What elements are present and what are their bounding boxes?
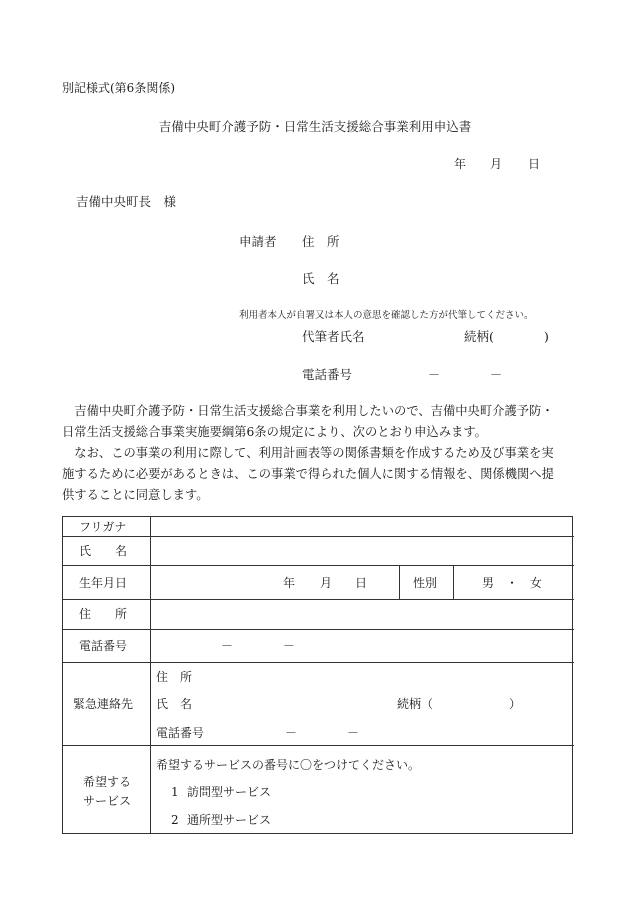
- birth-month: 月: [320, 576, 333, 590]
- body-line: 供することに同意します。: [62, 488, 209, 502]
- service-option-day-care: 通所型サービス: [187, 813, 272, 827]
- service-option-home-visit: 訪問型サービス: [187, 785, 272, 799]
- document-title: 吉備中央町介護予防・日常生活支援総合事業利用申込書: [158, 119, 472, 134]
- service-label: 希望する: [83, 775, 132, 789]
- date-day: 日: [528, 157, 541, 171]
- emergency-address-label: 住 所: [156, 670, 193, 684]
- birthdate-label: 生年月日: [79, 576, 128, 590]
- applicant-name-label: 氏 名: [302, 271, 340, 286]
- emergency-phone-label: 電話番号: [156, 726, 205, 740]
- relation-label: 続柄(: [464, 329, 494, 344]
- service-instruction: 希望するサービスの番号に〇をつけてください。: [156, 758, 421, 772]
- address-label: 住 所: [79, 607, 128, 621]
- emergency-phone-dash: －: [285, 726, 298, 740]
- applicant-phone-label: 電話番号: [302, 367, 353, 382]
- emergency-contact-label: 緊急連絡先: [73, 697, 134, 711]
- row-divider: [63, 599, 574, 600]
- emergency-relation-close: ）: [509, 697, 522, 711]
- column-divider: [453, 565, 454, 599]
- body-line: 日常生活支援総合事業実施要綱第6条の規定により、次のとおり申込みます。: [62, 425, 487, 439]
- form-label: 別記様式(第6条関係): [62, 81, 175, 95]
- proxy-name-label: 代筆者氏名: [302, 329, 365, 344]
- row-divider: [63, 565, 574, 566]
- row-divider: [63, 536, 574, 537]
- service-option-number: 1: [171, 785, 179, 799]
- service-label: サービス: [83, 794, 132, 808]
- emergency-name-label: 氏 名: [156, 697, 193, 711]
- row-divider: [63, 662, 574, 663]
- row-divider: [63, 629, 574, 630]
- name-label: 氏 名: [79, 544, 128, 558]
- date-month: 月: [490, 157, 503, 171]
- service-option-number: 2: [171, 813, 179, 827]
- row-divider: [63, 745, 574, 746]
- phone-dash: －: [283, 639, 296, 653]
- body-line: 施するために必要があるときは、この事業で得られた個人に関する情報を、関係機関へ提: [62, 467, 554, 481]
- phone-dash: －: [221, 639, 234, 653]
- column-divider: [150, 517, 151, 833]
- gender-options: 男 ・ 女: [482, 576, 543, 590]
- addressee: 吉備中央町長 様: [76, 194, 177, 209]
- emergency-relation-label: 続柄（: [397, 697, 434, 711]
- application-table: [62, 516, 573, 834]
- applicant-label: 申請者: [239, 234, 277, 249]
- phone-dash: －: [428, 368, 441, 382]
- signature-note: 利用者本人が自署又は本人の意思を確認した方が代筆してください。: [239, 310, 534, 321]
- birth-day: 日: [355, 576, 368, 590]
- relation-close: ): [544, 329, 549, 344]
- body-line: なお、この事業の利用に際して、利用計画表等の関係書類を作成するため及び事業を実: [62, 446, 554, 460]
- phone-dash: －: [490, 368, 503, 382]
- body-line: 吉備中央町介護予防・日常生活支援総合事業を利用したいので、吉備中央町介護予防・: [62, 404, 554, 418]
- applicant-address-label: 住 所: [302, 234, 340, 249]
- phone-label: 電話番号: [79, 639, 128, 653]
- date-year: 年: [454, 157, 467, 171]
- column-divider: [399, 565, 400, 599]
- birth-year: 年: [283, 576, 296, 590]
- furigana-label: フリガナ: [79, 520, 127, 534]
- emergency-phone-dash: －: [347, 726, 360, 740]
- gender-label: 性別: [413, 576, 438, 590]
